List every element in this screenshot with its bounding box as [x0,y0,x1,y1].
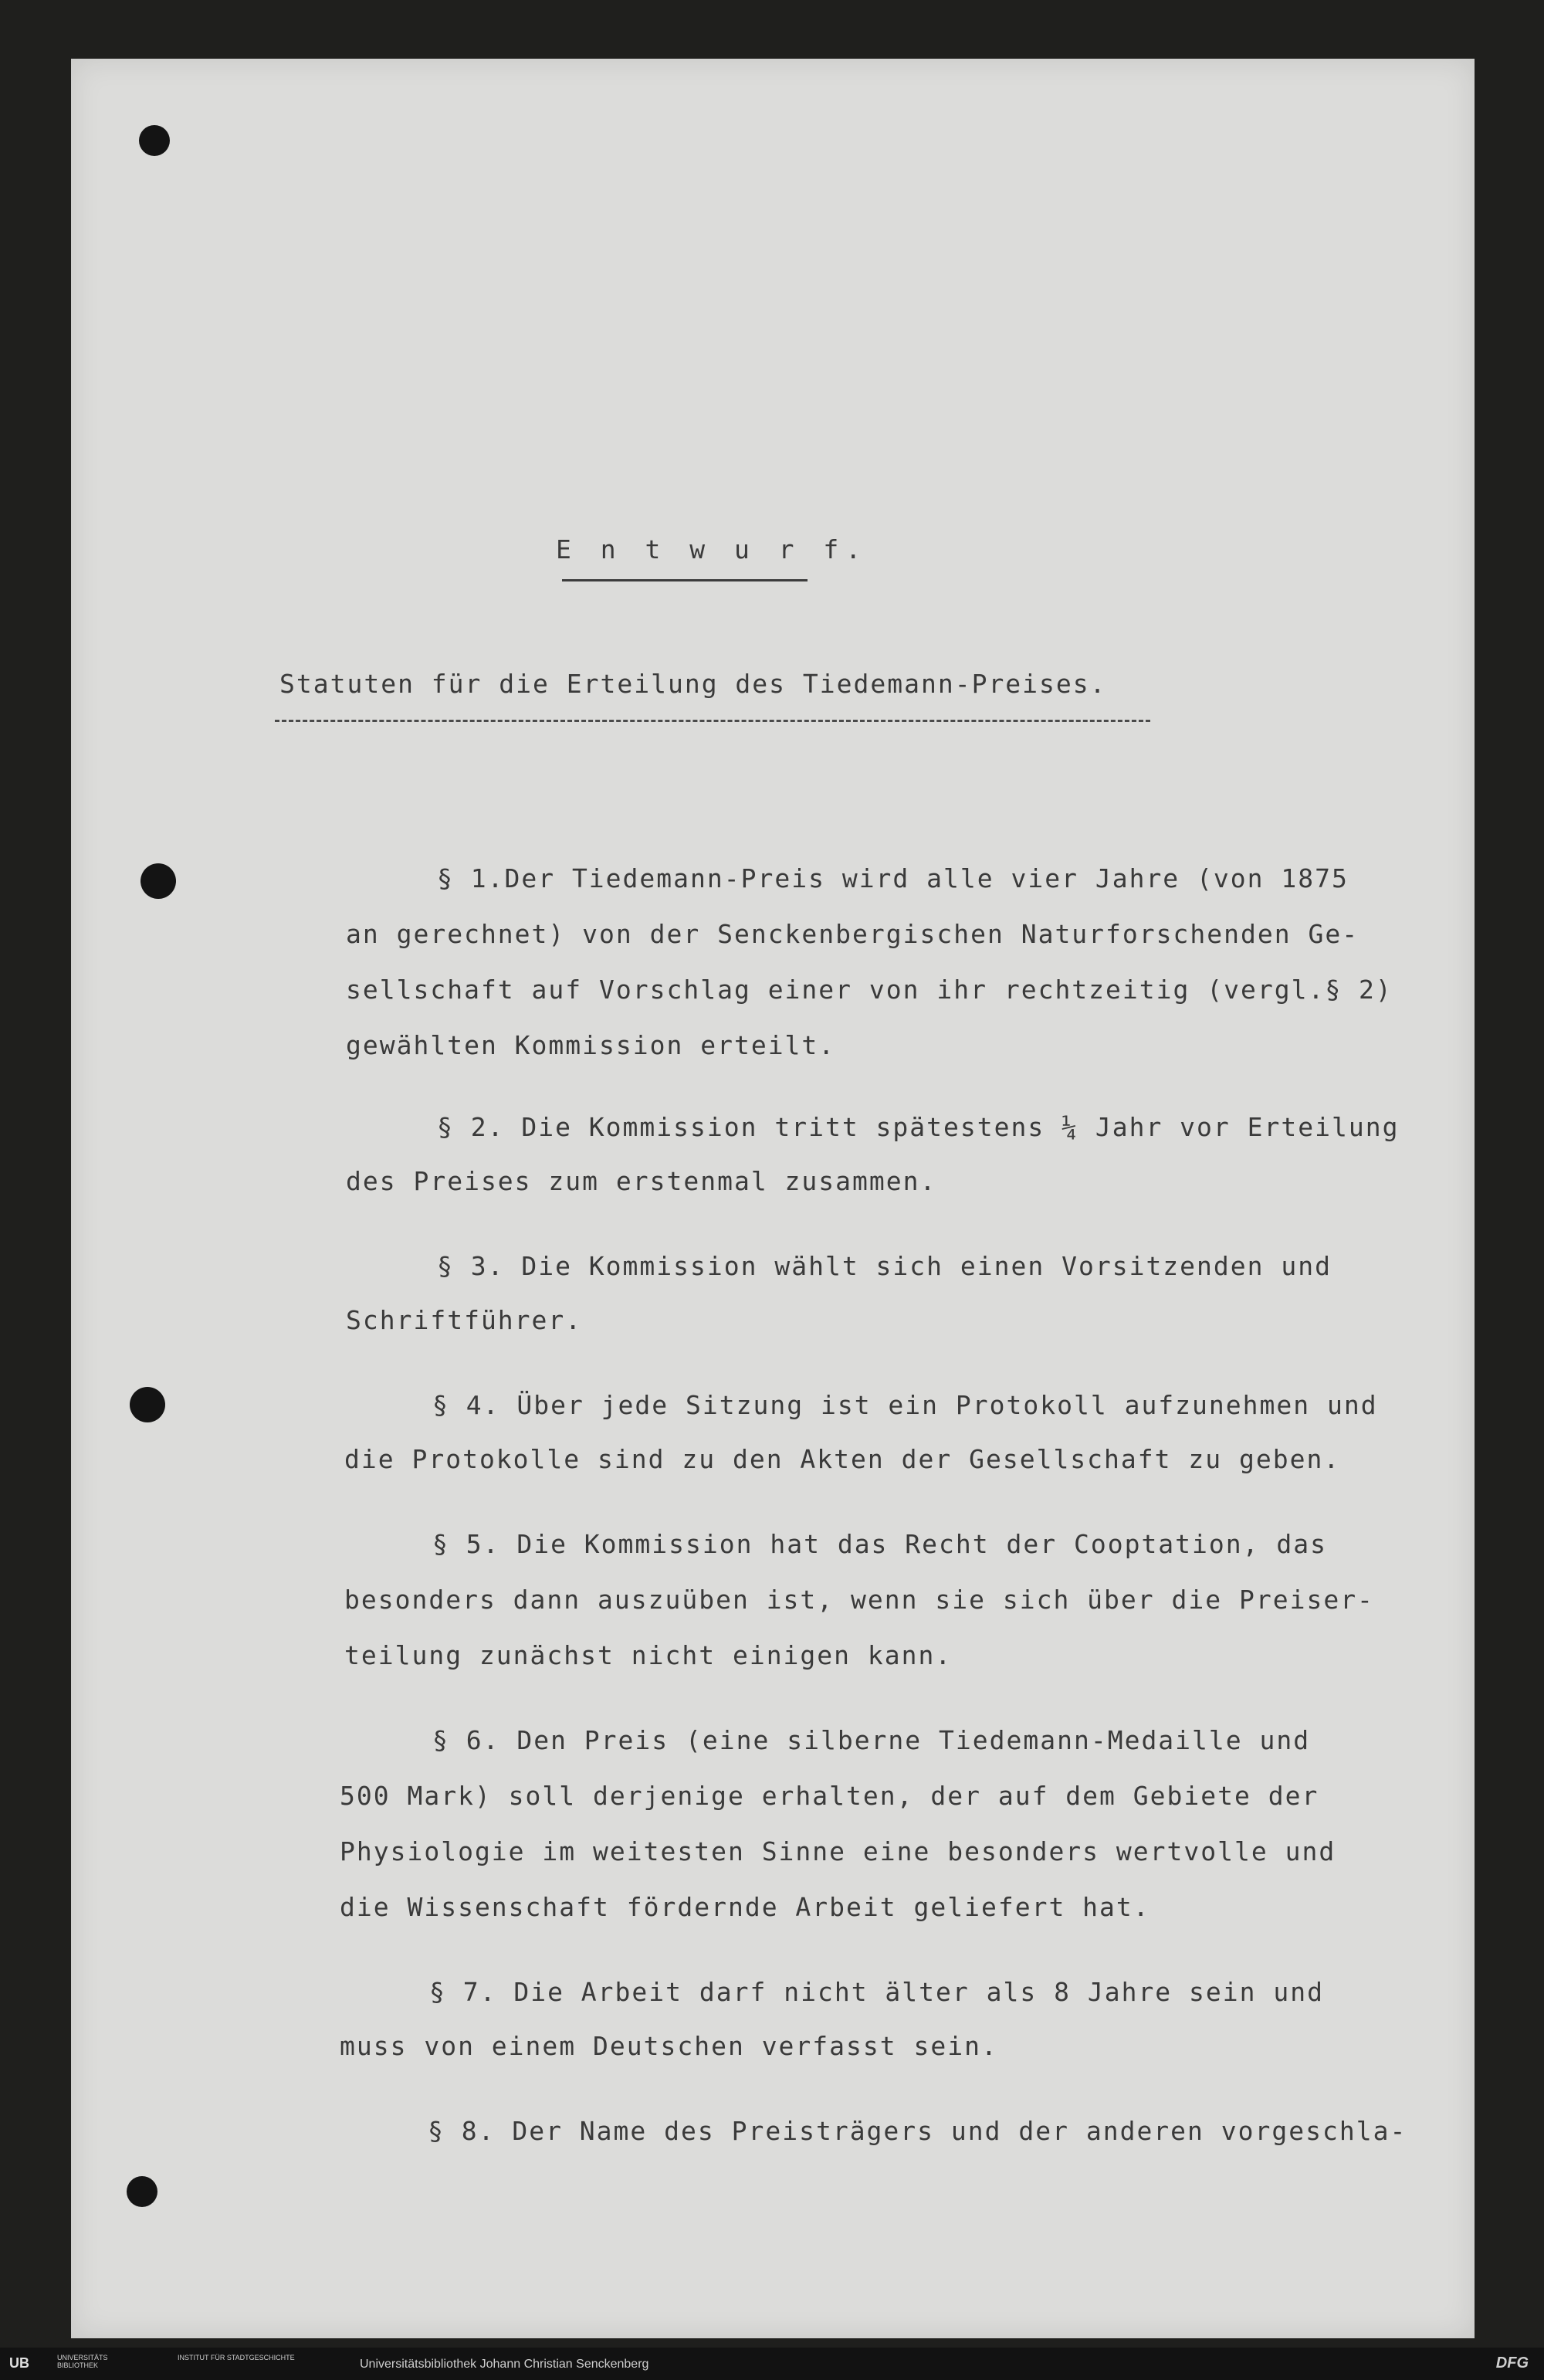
text-line: des Preises zum erstenmal zusammen. [346,1166,937,1196]
text-line: an gerechnet) von der Senckenbergischen Naturforschenden Ge- [346,919,1359,949]
text-line: § 5. Die Kommission hat das Recht der Cooptation, das [432,1529,1327,1559]
punch-hole [130,1387,165,1422]
text-line: § 7. Die Arbeit darf nicht älter als 8 Jahre sein und [429,1977,1324,2007]
text-line: die Wissenschaft fördernde Arbeit geliefert hat. [340,1892,1150,1922]
text-line: besonders dann auszuüben ist, wenn sie sich über die Preiser- [344,1585,1374,1615]
punch-hole [141,863,176,899]
document-title: E n t w u r f. [556,534,868,564]
text-line: Physiologie im weitesten Sinne eine besonders wertvolle und [340,1836,1336,1866]
dfg-logo: DFG [1495,2355,1529,2372]
text-line: Schriftführer. [346,1305,583,1335]
text-line: § 1.Der Tiedemann-Preis wird alle vier Jahre (von 1875 [437,863,1349,893]
text-line: § 6. Den Preis (eine silberne Tiedemann-Medaille und [432,1725,1311,1755]
library-name: Universitätsbibliothek Johann Christian Senckenberg [360,2358,649,2371]
punch-hole [139,125,170,156]
text-line: die Protokolle sind zu den Akten der Gesellschaft zu geben. [344,1444,1341,1474]
document-subtitle: Statuten für die Erteilung des Tiedemann-Preises. [279,669,1107,699]
title-underline [562,579,808,581]
text-line: § 3. Die Kommission wählt sich einen Vorsitzenden und [437,1251,1332,1281]
ub-logo: UB [9,2355,29,2371]
subtitle-underline [275,720,1150,722]
text-line: gewählten Kommission erteilt. [346,1030,836,1060]
viewer-footer [0,2348,1544,2380]
punch-hole [127,2176,157,2207]
text-line: sellschaft auf Vorschlag einer von ihr rechtzeitig (vergl.§ 2) [346,975,1393,1005]
text-line: § 4. Über jede Sitzung ist ein Protokoll aufzunehmen und [432,1390,1378,1420]
text-line: teilung zunächst nicht einigen kann. [344,1640,953,1670]
text-line: § 8. Der Name des Preisträgers und der anderen vorgeschla- [428,2116,1407,2146]
text-line: muss von einem Deutschen verfasst sein. [340,2031,998,2061]
text-line: 500 Mark) soll derjenige erhalten, der auf dem Gebiete der [340,1781,1319,1811]
institute-name: INSTITUT FÜR STADTGESCHICHTE [178,2354,295,2361]
text-line: § 2. Die Kommission tritt spätestens ¼ Jahr vor Erteilung [437,1112,1400,1142]
ub-name: UNIVERSITÄTS BIBLIOTHEK [57,2354,108,2369]
